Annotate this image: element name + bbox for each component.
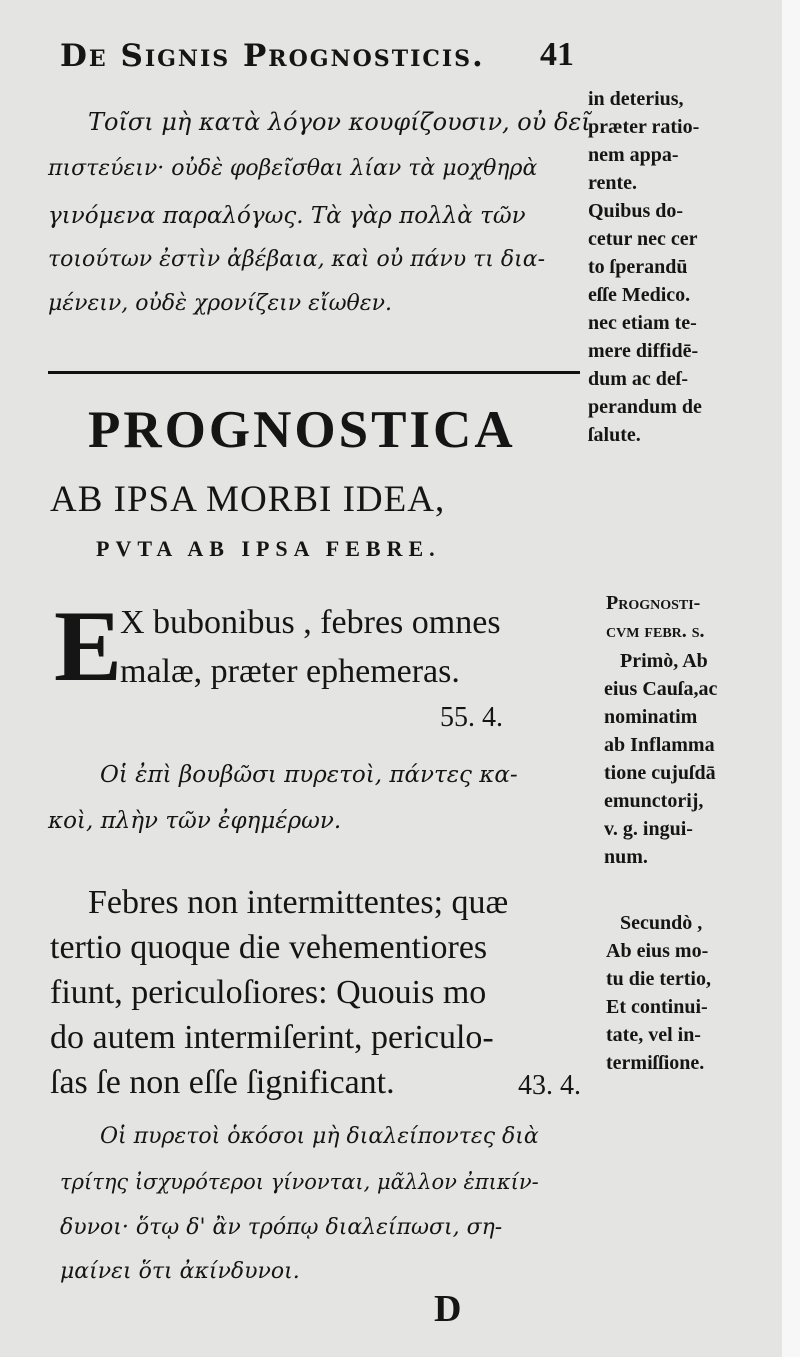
greek-top-line: τοιούτων ἐστὶν ἀβέβαια, καὶ οὐ πάνυ τι δια-	[48, 247, 546, 272]
greek-2-line: μαίνει ὅτι ἀκίνδυνοι.	[60, 1259, 300, 1284]
margin-note-3-line: tate, vel in-	[606, 1024, 701, 1046]
margin-note-2-line: emunctorij,	[604, 790, 704, 812]
drop-cap: E	[54, 590, 123, 703]
margin-note-2-line: Prognosti-	[606, 592, 701, 614]
greek-1-line: Οἱ ἐπὶ βουβῶσι πυρετοὶ, πάντες κα-	[100, 762, 518, 788]
margin-note-2-line: v. g. ingui-	[604, 818, 693, 840]
greek-top-line: Τοῖσι μὴ κατὰ λόγον κουφίζουσιν, οὐ δεῖ	[88, 108, 591, 136]
margin-note-2-line: num.	[604, 846, 648, 868]
aphorism-1-line: malæ, præter ephemeras.	[120, 653, 460, 690]
page-edge	[782, 0, 800, 1357]
page-number: 41	[540, 36, 574, 73]
margin-note-3-line: Secundò ,	[620, 912, 703, 934]
greek-2-line: τρίτης ἰσχυρότεροι γίνονται, μᾶλλον ἐπικίν-	[60, 1170, 539, 1194]
margin-note-3-line: Et continui-	[606, 996, 708, 1018]
aphorism-2-reference: 43. 4.	[518, 1070, 581, 1101]
margin-note-1-line: nem appa-	[588, 144, 679, 166]
margin-note-1-line: præter ratio-	[588, 116, 700, 138]
margin-note-1-line: rente.	[588, 172, 638, 194]
greek-top-line: μένειν, οὐδὲ χρονίζειν εἴωθεν.	[48, 291, 392, 316]
margin-note-1-line: Quibus do-	[588, 200, 684, 222]
margin-note-1-line: dum ac deſ-	[588, 368, 688, 390]
margin-note-1-line: to ſperandū	[588, 256, 688, 278]
aphorism-2-line: fiunt, periculoſiores: Quouis mo	[50, 974, 487, 1011]
margin-note-2-line: nominatim	[604, 706, 698, 728]
greek-top-line: πιστεύειν· οὐδὲ φοβεῖσθαι λίαν τὰ μοχθηρὰ	[48, 156, 538, 181]
greek-top-line: γινόμενα παραλόγως. Τὰ γὰρ πολλὰ τῶν	[48, 203, 526, 229]
margin-note-3-line: Ab eius mo-	[606, 940, 709, 962]
aphorism-2-line: Febres non intermittentes; quæ	[88, 884, 509, 921]
section-title: PROGNOSTICA	[88, 401, 516, 459]
greek-2-line: δυνοι· ὅτῳ δ' ἂν τρόπῳ διαλείπωσι, ση-	[60, 1215, 503, 1240]
horizontal-rule	[48, 371, 580, 374]
margin-note-2-line: tione cujuſdā	[604, 762, 716, 784]
margin-note-2-line: eius Cauſa,ac	[604, 678, 718, 700]
aphorism-1-line: X bubonibus , febres omnes	[120, 604, 501, 641]
section-subtitle-2: PVTA AB IPSA FEBRE.	[96, 536, 441, 561]
margin-note-1-line: cetur nec cer	[588, 228, 698, 250]
margin-note-2-line: ab Inflamma	[604, 734, 715, 756]
margin-note-1-line: eſſe Medico.	[588, 284, 691, 306]
margin-note-1-line: ſalute.	[588, 424, 641, 446]
margin-note-2-line: cvm febr. s.	[606, 620, 705, 642]
margin-note-1-line: mere diffidē-	[588, 340, 699, 362]
section-subtitle: AB IPSA MORBI IDEA,	[50, 479, 446, 520]
aphorism-1-reference: 55. 4.	[440, 702, 503, 733]
greek-2-line: Οἱ πυρετοὶ ὁκόσοι μὴ διαλείποντες διὰ	[100, 1124, 539, 1149]
aphorism-2-line: tertio quoque die vehementiores	[50, 929, 488, 966]
aphorism-2-line: ſas ſe non eſſe ſignificant.	[50, 1064, 395, 1101]
margin-note-2-line: Primò, Ab	[620, 650, 708, 672]
running-title: De Signis Prognosticis.	[60, 38, 485, 74]
margin-note-3-line: tu die tertio,	[606, 968, 711, 990]
margin-note-1-line: perandum de	[588, 396, 702, 418]
aphorism-2-line: do autem intermiſerint, periculo-	[50, 1019, 494, 1056]
margin-note-1-line: in deterius,	[588, 88, 684, 110]
margin-note-3-line: termiſſione.	[606, 1052, 705, 1074]
margin-note-1-line: nec etiam te-	[588, 312, 697, 334]
greek-1-line: κοὶ, πλὴν τῶν ἐφημέρων.	[48, 808, 342, 834]
signature-mark: D	[434, 1288, 462, 1330]
